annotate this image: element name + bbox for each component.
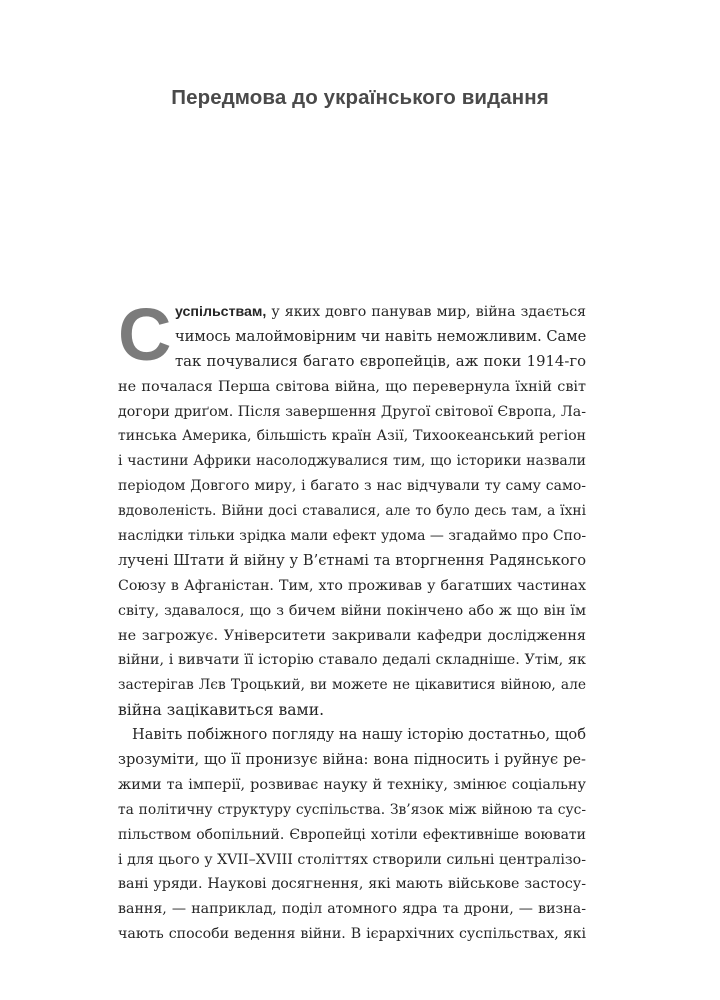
text-line: Навіть побіжного погляду на нашу історію достатньо, щоб — [132, 726, 586, 744]
text-line: та політичну структуру суспільства. Зв’язок між війною та сус- — [118, 801, 586, 818]
text-line: пільством обопільний. Європейці хотіли ефективніше воювати — [118, 826, 586, 843]
text-line: зрозуміти, що її пронизує війна: вона підносить і руйнує ре- — [118, 751, 586, 769]
text-line: лучені Штати й війну у В’єтнамі та вторгнення Радянського — [118, 551, 586, 569]
text-line: вання, — наприклад, поділ атомного ядра та дрони, — визна- — [118, 901, 586, 918]
text-line: успільствам, у яких довго панував мир, війна здається — [175, 304, 586, 320]
chapter-title: Передмова до українського видання — [171, 86, 549, 109]
text-line: Союзу в Афганістан. Тим, хто проживав у багатших частинах — [118, 577, 586, 594]
text-line: чають способи ведення війни. В ієрархічних суспільствах, які — [118, 926, 586, 943]
drop-cap: С — [118, 293, 172, 376]
text-line: тинська Америка, більшість країн Азії, Тихоокеанський регіон — [118, 428, 586, 445]
text-line: і частини Африки насолоджувалися тим, що історики назвали — [118, 453, 586, 470]
text-line: догори дриґом. Після завершення Другої світової Європа, Ла- — [118, 403, 586, 420]
text-line: періодом Довгого миру, і багато з нас відчували ту саму само- — [118, 478, 586, 495]
text-line: так почувалися багато європейців, аж поки 1914-го — [175, 352, 586, 370]
text-line: наслідки тільки зрідка мали ефект удома — згадаймо про Спо- — [118, 528, 587, 545]
text-line: війни, і вивчати її історію ставало дедалі складніше. Утім, як — [118, 652, 586, 669]
text-line: вдоволеність. Війни досі ставалися, але то було десь там, а їхні — [118, 503, 586, 520]
text-line: війна зацікавиться вами. — [118, 701, 325, 720]
text-line: жими та імперії, розвиває науку й техніку, змінює соціальну — [118, 776, 586, 793]
text-line: і для цього у XVII–XVIII століттях створили сильні централізо- — [118, 851, 586, 868]
text-line: світу, здавалося, що з бичем війни покінчено або ж що він їм — [118, 602, 586, 619]
text-line: застерігав Лєв Троцький, ви можете не цікавитися війною, але — [118, 677, 586, 694]
text-line: не почалася Перша світова війна, що перевернула їхній світ — [118, 378, 586, 395]
text-line: не загрожує. Університети закривали кафедри дослідження — [118, 627, 586, 644]
lead-word: успільствам, — [175, 304, 267, 320]
text-line: вані уряди. Наукові досягнення, які мають військове застосу- — [118, 876, 586, 893]
body-text — [118, 293, 587, 947]
text-line: чимось малоймовірним чи навіть неможливим. Саме — [175, 327, 587, 345]
